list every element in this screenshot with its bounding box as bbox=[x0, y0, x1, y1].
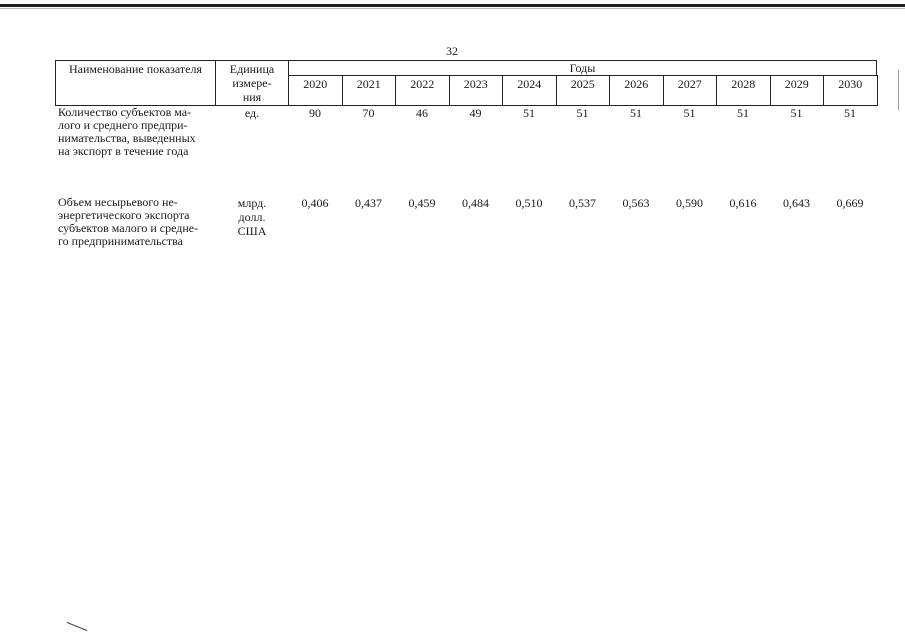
header-year-cell: 2021 bbox=[342, 75, 397, 106]
header-year-cell: 2020 bbox=[288, 75, 343, 106]
scan-edge-mark bbox=[898, 70, 903, 110]
value-cell: 0,510 bbox=[515, 196, 543, 210]
row-label-line: субъектов малого и средне- bbox=[58, 221, 199, 235]
scan-top-border bbox=[0, 4, 905, 7]
row-label-smb-exporters bbox=[58, 106, 214, 158]
header-year-cell: 2026 bbox=[609, 75, 664, 106]
row-label-line: энергетического экспорта bbox=[58, 208, 190, 222]
value-cell: 0,437 bbox=[355, 196, 382, 210]
value-cell: 0,643 bbox=[783, 196, 810, 210]
header-unit-line: измере- bbox=[232, 76, 272, 90]
row-label-line: Количество субъектов ма- bbox=[58, 105, 192, 119]
header-year-cell: 2029 bbox=[770, 75, 825, 106]
header-year-cell: 2027 bbox=[663, 75, 718, 106]
value-cell: 90 bbox=[309, 106, 321, 120]
header-year-cell: 2024 bbox=[502, 75, 557, 106]
value-cell: 51 bbox=[523, 106, 535, 120]
header-year-cell: 2023 bbox=[449, 75, 504, 106]
value-cell: 0,616 bbox=[729, 196, 757, 210]
value-cell: 51 bbox=[737, 106, 749, 120]
value-cell: 46 bbox=[416, 106, 428, 120]
row-label-line: лого и среднего предпри- bbox=[58, 118, 188, 132]
row-label-line: го предпринимательства bbox=[58, 234, 183, 248]
value-cell: 70 bbox=[362, 106, 375, 120]
value-cell: 0,406 bbox=[301, 196, 329, 210]
row-unit-smb-exporters bbox=[220, 106, 284, 120]
header-unit bbox=[215, 60, 289, 106]
row-unit-export-volume bbox=[220, 196, 284, 238]
value-cell: 0,590 bbox=[676, 196, 703, 210]
header-unit-line: ния bbox=[242, 90, 262, 104]
header-year-cell: 2028 bbox=[716, 75, 771, 106]
row-label-line: на экспорт в течение года bbox=[58, 144, 189, 158]
header-indicator-name: Наименование показателя bbox=[55, 60, 216, 106]
row-unit-line: млрд. bbox=[237, 196, 267, 210]
page-number: 32 bbox=[446, 44, 458, 58]
header-year-cell: 2025 bbox=[556, 75, 611, 106]
row-unit-line: ед. bbox=[244, 106, 260, 120]
header-year-cell: 2022 bbox=[395, 75, 450, 106]
value-cell: 0,484 bbox=[462, 196, 489, 210]
row-unit-line: США bbox=[237, 224, 267, 238]
value-cell: 0,537 bbox=[569, 196, 596, 210]
value-cell: 0,459 bbox=[408, 196, 436, 210]
row-unit-line: долл. bbox=[238, 210, 266, 224]
value-cell: 51 bbox=[683, 106, 696, 120]
value-cell: 51 bbox=[630, 106, 642, 120]
value-cell: 0,669 bbox=[836, 196, 864, 210]
row-label-line: Объем несырьевого не- bbox=[58, 195, 178, 209]
row-label-line: нимательства, выведенных bbox=[58, 131, 196, 145]
value-cell: 49 bbox=[469, 106, 482, 120]
scan-artifact-stroke bbox=[67, 622, 88, 631]
value-cell: 0,563 bbox=[622, 196, 650, 210]
scan-top-border-shadow bbox=[0, 8, 905, 9]
header-year-cell: 2030 bbox=[823, 75, 878, 106]
value-cell: 51 bbox=[576, 106, 589, 120]
value-cell: 51 bbox=[790, 106, 803, 120]
header-unit-line: Единица bbox=[229, 62, 275, 76]
value-cell: 51 bbox=[844, 106, 856, 120]
row-label-export-volume bbox=[58, 196, 214, 248]
header-years-group: Годы bbox=[288, 60, 877, 76]
